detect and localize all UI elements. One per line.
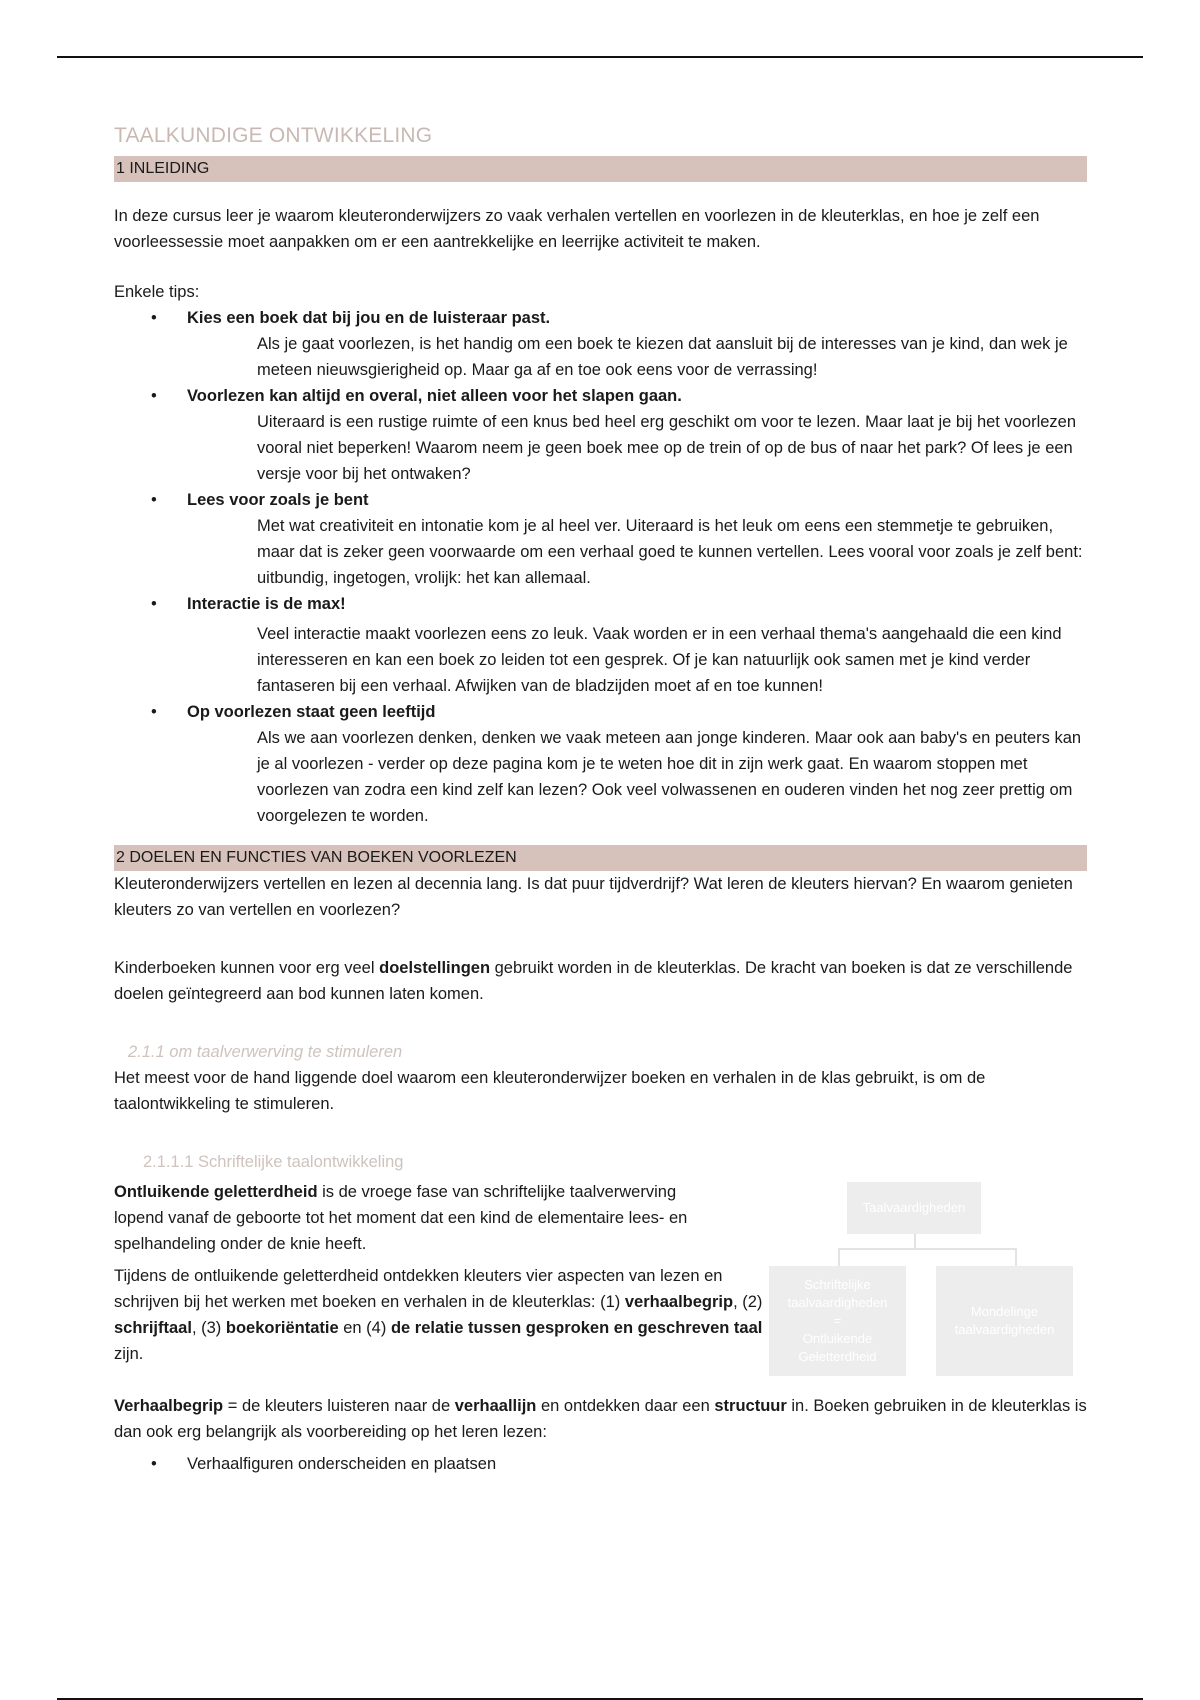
text-run: en (4): [338, 1319, 391, 1337]
tip-heading: • Lees voor zoals je bent: [114, 487, 1087, 513]
diagram-connector: [838, 1248, 1015, 1250]
text-run: Kinderboeken kunnen voor erg veel: [114, 959, 380, 977]
taalvaardigheden-diagram: [740, 1176, 1076, 1386]
tip-item: [114, 487, 1087, 591]
text-run: en ontdekken daar een: [536, 1397, 715, 1415]
bold-term: verhaalbegrip: [624, 1293, 734, 1311]
document-title: TAALKUNDIGE ONTWIKKELING: [114, 124, 433, 147]
diagram-connector: [838, 1248, 840, 1266]
text-run: is de vroege fase van schriftelijke taalverwerving lopend vanaf de geboorte tot het moment dat een kind de elementaire lees- en spelhandeling onder de knie heeft.: [114, 1183, 688, 1253]
doelen-paragraph-1: Kleuteronderwijzers vertellen en lezen al decennia lang. Is dat puur tijdverdrijf? Wat leren de kleuters hiervan? En waarom genieten kleuters zo van vertellen en voorlezen?: [114, 875, 1073, 919]
tip-item: [114, 305, 1087, 383]
diagram-node-mondeling: Mondelinge taalvaardigheden: [936, 1266, 1073, 1376]
tip-item: [114, 699, 1087, 829]
text-run: , (3): [191, 1319, 226, 1337]
subheading-schriftelijke: 2.1.1.1 Schriftelijke taalontwikkeling: [143, 1153, 404, 1171]
tip-item: [114, 591, 1087, 699]
diagram-node-label: =: [833, 1313, 842, 1328]
bold-term: doelstellingen: [379, 959, 491, 977]
text-run: Tijdens de ontluikende geletterdheid ontdekken kleuters vier aspecten van lezen en schrijven bij het werken met boeken en verhalen in de kleuterklas: (1): [114, 1267, 723, 1311]
text-run: gebruikt worden in de kleuterklas. De kracht van boeken is dat ze verschillende doelen geïntegreerd aan bod kunnen laten komen.: [114, 959, 1073, 1003]
tip-body: Als je gaat voorlezen, is het handig om een boek te kiezen dat aansluit bij de interesses van je kind, dan wek je meteen nieuwsgierigheid op. Maar ga af en toe ook eens voor de verrassing!: [257, 335, 1068, 379]
list-item: • Verhaalfiguren onderscheiden en plaatsen: [114, 1451, 1087, 1477]
header-rule: [57, 56, 1143, 58]
bold-term: Ontluikende geletterdheid: [114, 1183, 318, 1201]
tip-body: Als we aan voorlezen denken, denken we vaak meteen aan jonge kinderen. Maar ook aan baby's en peuters kan je al voorlezen - verder op deze pagina kom je te weten hoe dit in zijn werk gaat. En waarom stoppen met voorlezen van zodra een kind zelf kan lezen? Ook veel volwassenen en ouderen vinden het nog zeer prettig om voorgelezen te worden.: [257, 729, 1082, 825]
tip-body: Veel interactie maakt voorlezen eens zo leuk. Vaak worden er in een verhaal thema's aangehaald die een kind interesseren en kan een boek zo leiden tot een gesprek. Of je kan natuurlijk ook samen met je kind verder fantaseren bij een verhaal. Afwijken van de bladzijden moet af en toe kunnen!: [257, 625, 1062, 695]
text-run: , (2): [733, 1293, 763, 1311]
text-run: = de kleuters luisteren naar de: [223, 1397, 455, 1415]
tip-heading: • Op voorlezen staat geen leeftijd: [114, 699, 1087, 725]
tip-heading: • Voorlezen kan altijd en overal, niet alleen voor het slapen gaan.: [114, 383, 1087, 409]
bold-term: verhaallijn: [454, 1397, 537, 1415]
diagram-connector: [914, 1234, 916, 1248]
doelen-paragraph-2: [114, 955, 1087, 1007]
diagram-node-label: Ontluikende Geletterdheid: [798, 1331, 877, 1364]
tip-heading: • Interactie is de max!: [114, 591, 1087, 617]
bold-term: de relatie tussen gesproken en geschreven taal: [390, 1319, 763, 1337]
tip-body: Met wat creativiteit en intonatie kom je al heel ver. Uiteraard is het leuk om eens een stemmetje te gebruiken, maar dat is zeker geen voorwaarde om een verhaal goed te kunnen vertellen. Lees vooral voor zoals je zelf bent: uitbundig, ingetogen, vrolijk: het kan allemaal.: [257, 517, 1083, 587]
text-run: zijn.: [114, 1345, 144, 1363]
tip-item: [114, 383, 1087, 487]
verhaalbegrip-paragraph: [114, 1393, 1087, 1445]
section-heading-inleiding: 1 INLEIDING: [114, 156, 1087, 182]
diagram-node-label: Schriftelijke taalvaardigheden: [787, 1277, 888, 1310]
diagram-root-node: Taalvaardigheden: [847, 1182, 981, 1234]
tip-heading: • Kies een boek dat bij jou en de luisteraar past.: [114, 305, 1087, 331]
section-heading-doelen: 2 DOELEN EN FUNCTIES VAN BOEKEN VOORLEZEN: [114, 845, 1087, 871]
tips-label: Enkele tips:: [114, 283, 200, 301]
aspecten-paragraph: [114, 1263, 766, 1367]
bold-term: Verhaalbegrip: [114, 1397, 224, 1415]
geletterdheid-paragraph: [114, 1179, 694, 1257]
bold-term: boekoriëntatie: [225, 1319, 339, 1337]
text-run: in. Boeken gebruiken in de kleuterklas is dan ook erg belangrijk als voorbereiding op het leren lezen:: [114, 1397, 1087, 1441]
tip-body: Uiteraard is een rustige ruimte of een knus bed heel erg geschikt om voor te lezen. Maar laat je bij het voorlezen vooral niet beperken! Waarom neem je geen boek mee op de trein of op de bus of naar het park? Of lees je een versje voor bij het ontwaken?: [257, 413, 1077, 483]
diagram-node-schriftelijk: [769, 1266, 906, 1376]
bold-term: structuur: [714, 1397, 787, 1415]
diagram-connector: [1015, 1248, 1017, 1266]
subheading-taalverwerving: 2.1.1 om taalverwerving te stimuleren: [128, 1043, 403, 1061]
intro-paragraph: In deze cursus leer je waarom kleuteronderwijzers zo vaak verhalen vertellen en voorlezen in de kleuterklas, en hoe je zelf een voorleessessie moet aanpakken om er een aantrekkelijke en leerrijke activiteit te maken.: [114, 207, 1040, 251]
taalverwerving-paragraph: Het meest voor de hand liggende doel waarom een kleuteronderwijzer boeken en verhalen in de klas gebruikt, is om de taalontwikkeling te stimuleren.: [114, 1069, 986, 1113]
bold-term: schrijftaal: [114, 1319, 192, 1337]
